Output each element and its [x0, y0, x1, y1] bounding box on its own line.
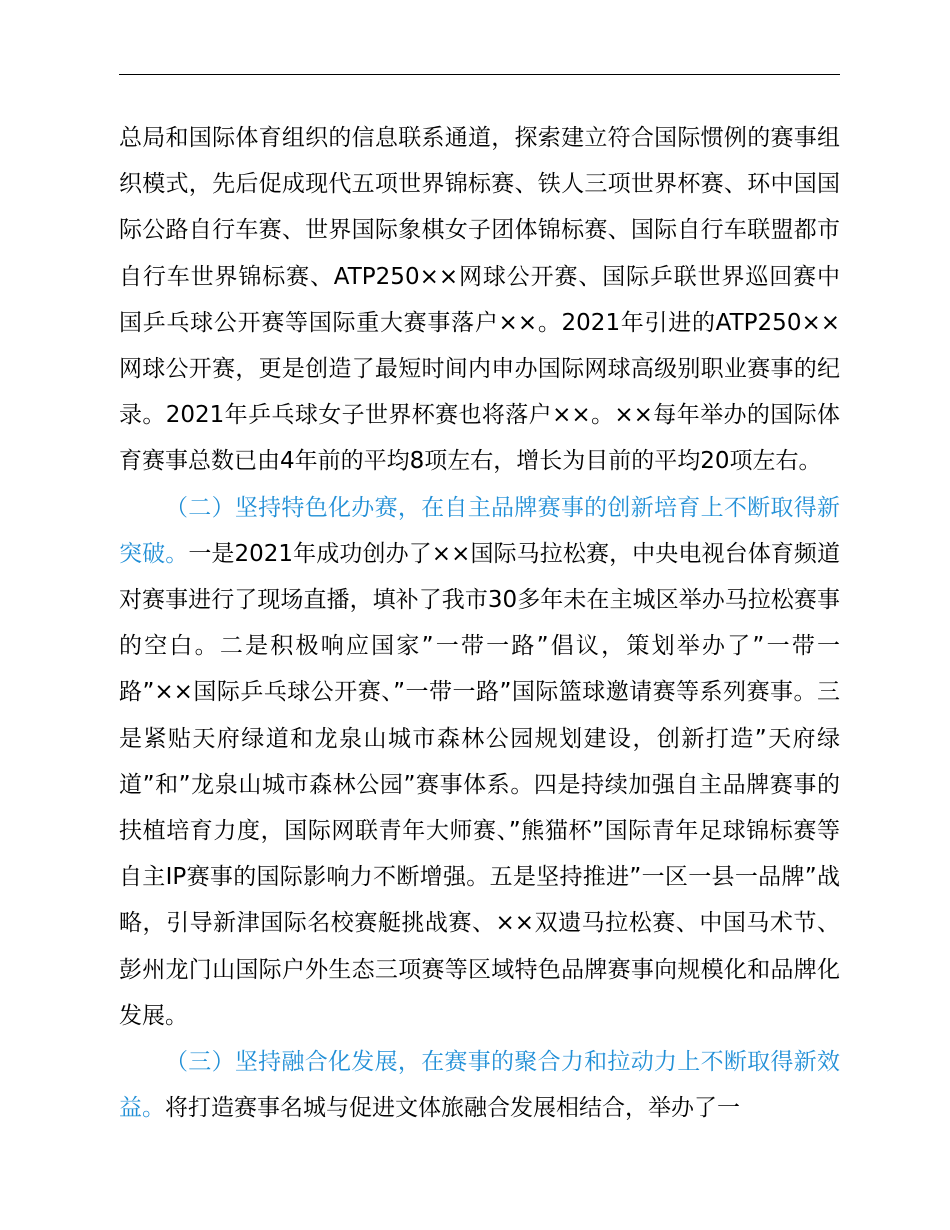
section-heading: （三）坚持融合化发展，在赛事的聚合力和拉动力上不断取得新效益。: [119, 1049, 840, 1122]
paragraph-text: 一是2021年成功创办了××国际马拉松赛，中央电视台体育频道对赛事进行了现场直播，填补了我市30多年未在主城区举办马拉松赛事的空白。二是积极响应国家”一带一路”倡议，策划举办了”一带一路”××国际乒乓球公开赛、”一带一路”国际篮球邀请赛等系列赛事。三是紧贴天府绿道和龙泉山城市森林公园规划建设，创新打造”天府绿道”和”龙泉山城市森林公园”赛事体系。四是持续加强自主品牌赛事的扶植培育力度，国际网联青年大师赛、”熊猫杯”国际青年足球锦标赛等自主IP赛事的国际影响力不断增强。五是坚持推进”一区一县一品牌”战略，引导新津国际名校赛艇挑战赛、××双遗马拉松赛、中国马术节、彭州龙门山国际户外生态三项赛等区域特色品牌赛事向规模化和品牌化发展。: [119, 540, 841, 1029]
paragraph-section-2: [119, 485, 840, 1039]
header-rule: [119, 74, 840, 75]
paragraph-continuation: [119, 115, 840, 485]
paragraph-text: 总局和国际体育组织的信息联系通道，探索建立符合国际惯例的赛事组织模式，先后促成现代五项世界锦标赛、铁人三项世界杯赛、环中国国际公路自行车赛、世界国际象棋女子团体锦标赛、国际自行车联盟都市自行车世界锦标赛、ATP250××网球公开赛、国际乒联世界巡回赛中国乒乓球公开赛等国际重大赛事落户××。2021年引进的ATP250××网球公开赛，更是创造了最短时间内申办国际网球高级别职业赛事的纪录。2021年乒乓球女子世界杯赛也将落户××。××每年举办的国际体育赛事总数已由4年前的平均8项左右，增长为目前的平均20项左右。: [119, 125, 840, 475]
paragraph-text: 将打造赛事名城与促进文体旅融合发展相结合，举办了一: [165, 1095, 740, 1122]
document-body: [119, 115, 840, 1131]
section-heading: （二）坚持特色化办赛，在自主品牌赛事的创新培育上不断取得新突破。: [119, 494, 840, 567]
paragraph-section-3: [119, 1039, 840, 1131]
